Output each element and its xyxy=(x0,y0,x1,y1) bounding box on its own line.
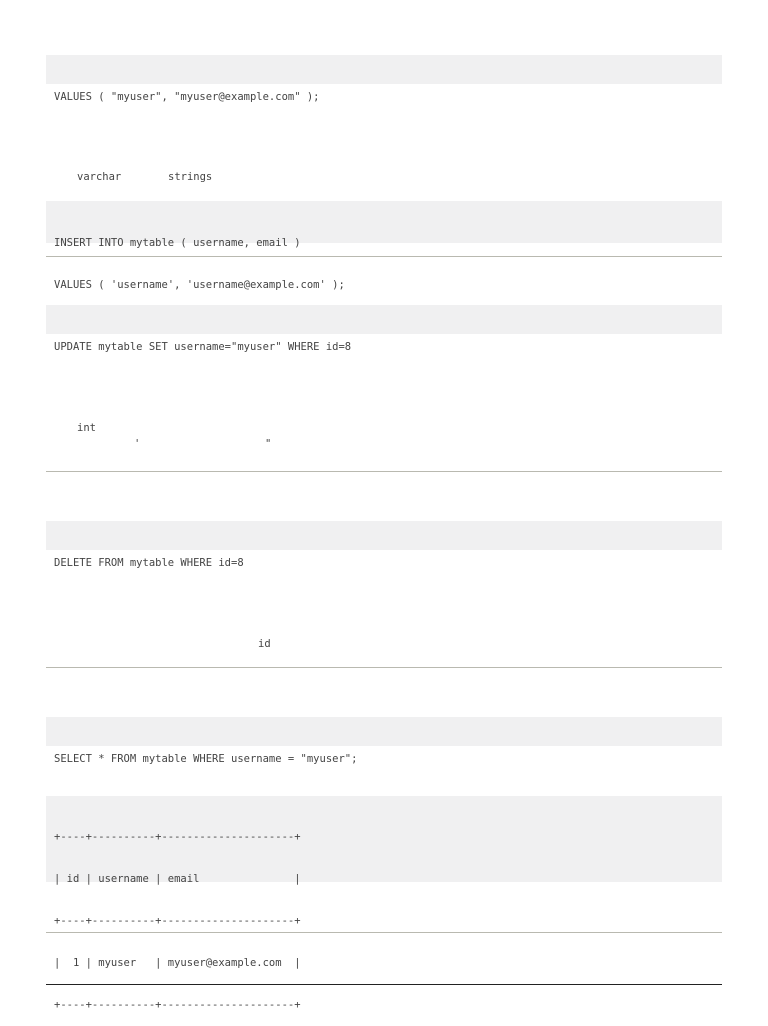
section-divider xyxy=(46,667,722,668)
code-line: VALUES ( 'username', 'username@example.com' ); xyxy=(54,279,345,291)
select-code-block xyxy=(46,717,722,765)
inline-code-int: int xyxy=(77,422,96,434)
table-border-line: +----+----------+---------------------+ xyxy=(54,915,301,927)
code-line: UPDATE mytable SET username="myuser" WHERE id=8 xyxy=(54,341,352,353)
section-divider xyxy=(46,932,722,933)
table-row: | 1 | myuser | myuser@example.com | xyxy=(54,957,301,969)
section-divider xyxy=(46,471,722,472)
table-header-row: | id | username | email | xyxy=(54,873,301,885)
inline-double-quote: " xyxy=(265,438,272,450)
page-footer-divider xyxy=(46,984,722,985)
section-divider xyxy=(46,256,722,257)
delete-code-block xyxy=(46,521,722,569)
update-code-block xyxy=(46,305,722,353)
code-line: SELECT * FROM mytable WHERE username = "myuser"; xyxy=(54,753,358,765)
code-line: DELETE FROM mytable WHERE id=8 xyxy=(54,557,244,569)
table-border-line: +----+----------+---------------------+ xyxy=(54,999,301,1011)
code-line: VALUES ( "myuser", "myuser@example.com" ); xyxy=(54,91,320,103)
code-line: INSERT INTO mytable ( username, email ) xyxy=(54,237,301,249)
inline-code-varchar: varchar xyxy=(77,171,122,183)
inline-code-strings: strings xyxy=(168,171,213,183)
insert-single-quote-code-block xyxy=(46,201,722,291)
inline-code-id: id xyxy=(258,638,271,650)
inline-single-quote: ' xyxy=(134,438,141,450)
table-border-line: +----+----------+---------------------+ xyxy=(54,831,301,843)
select-result-table xyxy=(46,796,722,1011)
insert-values-code-block xyxy=(46,55,722,103)
